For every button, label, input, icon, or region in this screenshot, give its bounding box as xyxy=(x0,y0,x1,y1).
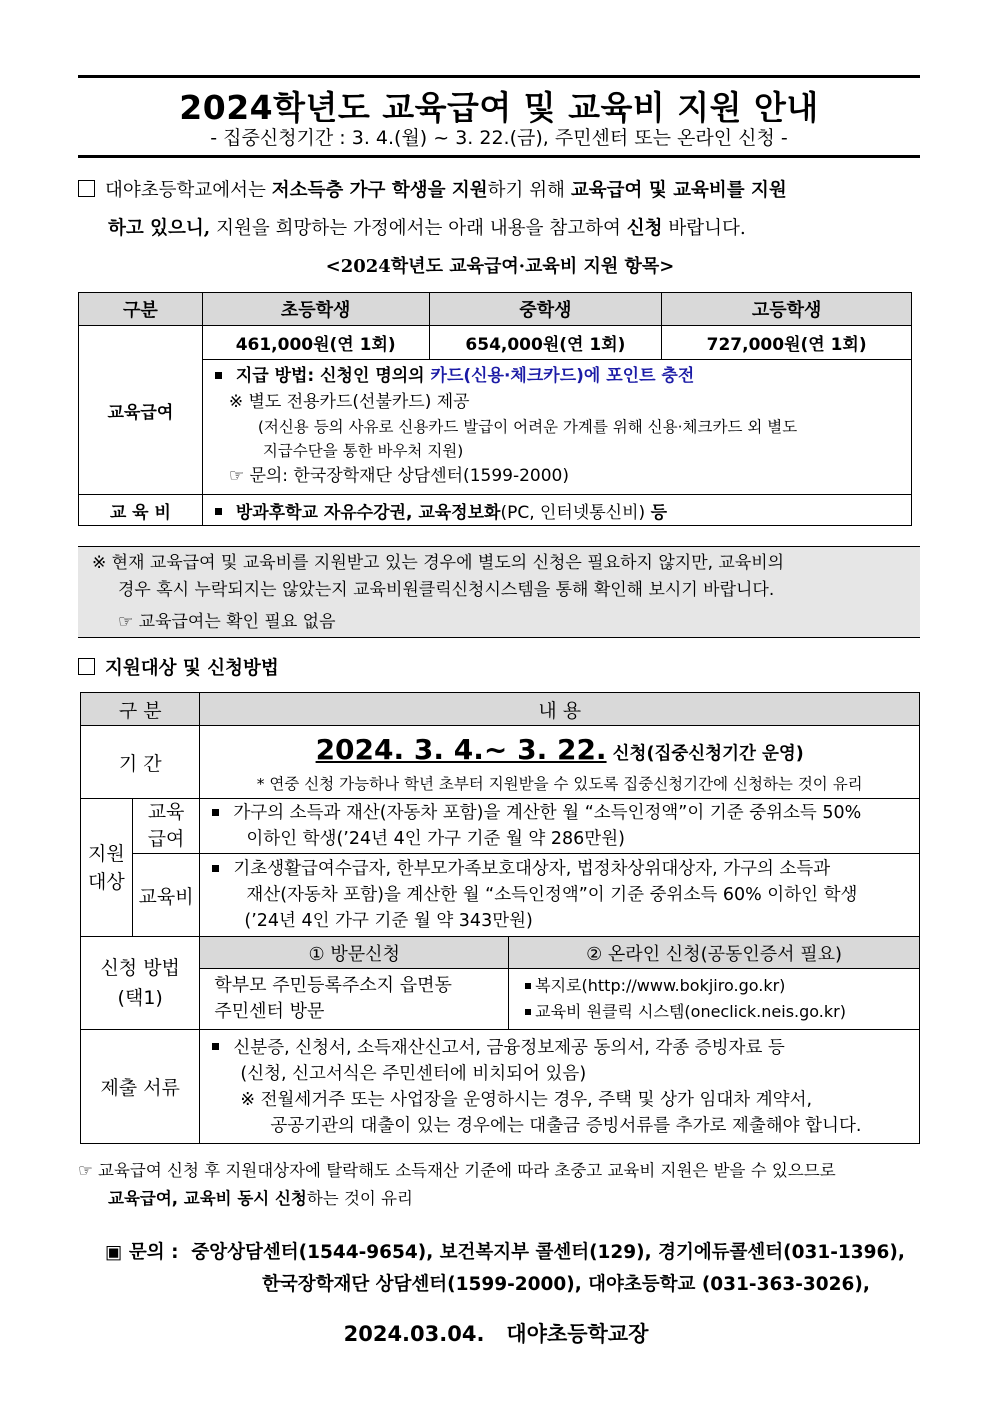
page-subtitle: - 집중신청기간 : 3. 4.(월) ~ 3. 22.(금), 주민센터 또는 온라인 신청 - xyxy=(210,127,788,149)
oneclick-link[interactable]: 교육비 원클릭 시스템(oneclick.neis.go.kr) xyxy=(535,1002,846,1021)
target-edu-cost-label: 교육비 xyxy=(132,854,200,937)
target-edu-benefit-row: 지원 대상 교육 급여 가구의 소득과 재산(자동차 포함)을 계산한 월 “소득인정액”이 기준 중위소득 50% 이하인 학생(’24년 4인 가구 기준 월 약 286만원) xyxy=(81,799,920,854)
contact-block: ▣ 문의 : 중앙상담센터(1544-9654), 보건복지부 콜센터(129), 경기에듀콜센터(031-1396), 한국장학재단 상담센터(1599-2000), 대야초등학교 (031-363-3026), xyxy=(105,1242,905,1295)
docs-label: 제출 서류 xyxy=(81,1030,200,1144)
footnote: ☞ 교육급여 신청 후 지원대상자에 탈락해도 소득재산 기준에 따라 초중고 교육비 지원은 받을 수 있으므로 교육급여, 교육비 동시 신청하는 것이 유리 xyxy=(78,1161,836,1208)
title-rule-top xyxy=(78,75,920,78)
visit-header: ① 방문신청 xyxy=(200,937,509,969)
checkbox-icon xyxy=(78,658,95,675)
bullet-icon xyxy=(212,809,219,816)
application-table xyxy=(80,692,920,1144)
edu-benefit-label: 교육급여 xyxy=(79,326,203,495)
support-table-header: 구분 초등학생 중학생 고등학생 xyxy=(79,293,912,326)
support-table xyxy=(78,292,912,526)
contact-label: ▣ 문의 : xyxy=(105,1242,179,1263)
amount-middle: 654,000원(연 1회) xyxy=(429,326,662,360)
table-caption: <2024학년도 교육급여·교육비 지원 항목> xyxy=(325,256,675,277)
intro-paragraph: 대야초등학교에서는 저소득층 가구 학생을 지원하기 위해 교육급여 및 교육비를 지원 하고 있으니, 지원을 희망하는 가정에서는 아래 내용을 참고하여 신청 바랍니다. xyxy=(78,172,922,248)
period-label: 기 간 xyxy=(81,726,200,799)
online-header: ② 온라인 신청(공동인증서 필요) xyxy=(509,937,920,969)
period-date: 2024. 3. 4.~ 3. 22. xyxy=(315,732,607,766)
inquiry-text: ☞ 문의: 한국장학재단 상담센터(1599-2000) xyxy=(228,466,569,486)
period-row: 기 간 2024. 3. 4.~ 3. 22. 신청(집중신청기간 운영) * 연중 신청 가능하나 학년 초부터 지원받을 수 있도록 집중신청기간에 신청하는 것이 유리 xyxy=(81,726,920,799)
bokjiro-link[interactable]: 복지로(http://www.bokjiro.go.kr) xyxy=(535,976,786,995)
apply-label: 신청 방법 (택1) xyxy=(81,937,200,1030)
signature: 2024.03.04. 대야초등학교장 xyxy=(343,1322,649,1346)
bullet-icon xyxy=(215,508,222,515)
target-label: 지원 대상 xyxy=(81,799,133,937)
title-rule-bottom xyxy=(78,155,920,158)
card-point-text: 카드(신용·체크카드)에 포인트 충전 xyxy=(430,366,695,386)
edu-cost-label: 교 육 비 xyxy=(79,495,203,526)
target-edu-cost-row: 교육비 기초생활급여수급자, 한부모가족보호대상자, 법정차상위대상자, 가구의 소득과 재산(자동차 포함)을 계산한 월 “소득인정액”이 기준 중위소득 60% 이하인 학생 (’24년 4인 가구 기준 월 약 343만원) xyxy=(81,854,920,937)
amount-high: 727,000원(연 1회) xyxy=(662,326,912,360)
bullet-icon xyxy=(525,1009,531,1015)
target-edu-benefit-label: 교육 급여 xyxy=(132,799,200,854)
amount-row xyxy=(79,326,912,360)
bullet-icon xyxy=(525,983,531,989)
application-table-header: 구 분 내 용 xyxy=(81,693,920,726)
bullet-icon xyxy=(215,372,222,379)
payment-method-row: 지급 방법: 신청인 명의의 카드(신용·체크카드)에 포인트 충전 ※ 별도 전용카드(선불카드) 제공 (저신용 등의 사유로 신용카드 발급이 어려운 가계를 위해 신용·체크카드 외 별도 지급수단을 통한 바우처 지원) ☞ 문의: 한국장학재단 상담센터(1599-2000) xyxy=(79,360,912,495)
bullet-icon xyxy=(212,865,219,872)
amount-elementary: 461,000원(연 1회) xyxy=(202,326,429,360)
edu-cost-row: 교 육 비 방과후학교 자유수강권, 교육정보화(PC, 인터넷통신비) 등 xyxy=(79,495,912,526)
apply-content-row: 학부모 주민등록주소지 읍면동 주민센터 방문 복지로(http://www.bokjiro.go.kr) 교육비 원클릭 시스템(oneclick.neis.go.kr) xyxy=(81,969,920,1030)
apply-header-row xyxy=(81,937,920,969)
notice-box: ※ 현재 교육급여 및 교육비를 지원받고 있는 경우에 별도의 신청은 필요하지 않지만, 교육비의 경우 혹시 누락되지는 않았는지 교육비원클릭신청시스템을 통해 확인해 보시기 바랍니다. ☞ 교육급여는 확인 필요 없음 xyxy=(78,546,920,638)
bullet-icon xyxy=(212,1043,219,1050)
section2-heading: 지원대상 및 신청방법 xyxy=(78,654,279,680)
docs-row: 제출 서류 신분증, 신청서, 소득재산신고서, 금융정보제공 동의서, 각종 증빙자료 등 (신청, 신고서식은 주민센터에 비치되어 있음) ※ 전월세거주 또는 사업장을 운영하시는 경우, 주택 및 상가 임대차 계약서, 공공기관의 대출이 있는 경우에는 대출금 증빙서류를 추가로 제출해야 합니다. xyxy=(81,1030,920,1144)
checkbox-icon xyxy=(78,180,95,197)
period-note: * 연중 신청 가능하나 학년 초부터 지원받을 수 있도록 집중신청기간에 신청하는 것이 유리 xyxy=(256,774,863,793)
page-title: 2024학년도 교육급여 및 교육비 지원 안내 xyxy=(179,88,819,127)
